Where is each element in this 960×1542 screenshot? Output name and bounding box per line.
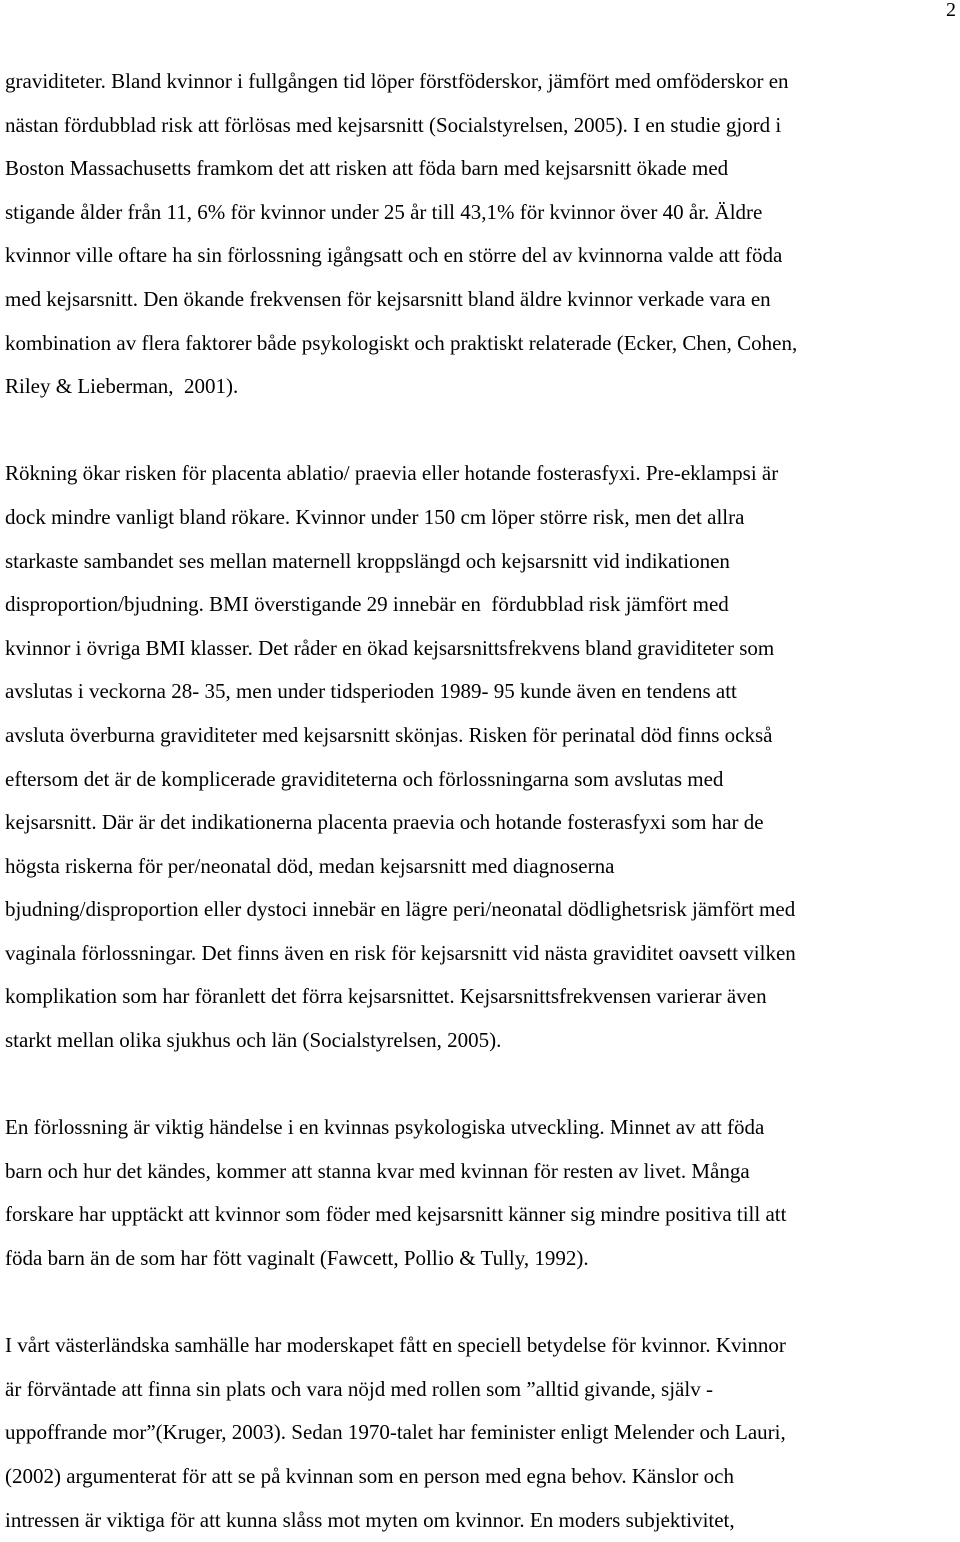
text-line: dock mindre vanligt bland rökare. Kvinnor under 150 cm löper större risk, men det allra (5, 504, 745, 529)
body-text (5, 60, 960, 1542)
text-line: avslutas i veckorna 28- 35, men under tidsperioden 1989- 95 kunde även en tendens att (5, 679, 737, 704)
paragraph-1 (5, 60, 960, 409)
paragraph-4 (5, 1324, 960, 1542)
paragraph-2 (5, 452, 960, 1062)
text-line: vaginala förlossningar. Det finns även en risk för kejsarsnitt vid nästa graviditet oavsett vilken (5, 940, 796, 965)
text-line: eftersom det är de komplicerade graviditeterna och förlossningarna som avslutas med (5, 766, 724, 791)
paragraph-spacer (5, 1281, 960, 1325)
text-line: bjudning/disproportion eller dystoci innebär en lägre peri/neonatal dödlighetsrisk jämfört med (5, 897, 796, 922)
text-line: Riley & Lieberman, 2001). (5, 374, 239, 399)
text-line: föda barn än de som har fött vaginalt (Fawcett, Pollio & Tully, 1992). (5, 1246, 589, 1271)
text-line: stigande ålder från 11, 6% för kvinnor under 25 år till 43,1% för kvinnor över 40 år. Äldre (5, 199, 763, 224)
text-line: I vårt västerländska samhälle har moderskapet fått en speciell betydelse för kvinnor. Kvinnor (5, 1333, 786, 1358)
text-line: uppoffrande mor”(Kruger, 2003). Sedan 1970-talet har feminister enligt Melender och Lauri, (5, 1420, 786, 1445)
paragraph-spacer (5, 409, 960, 453)
text-line: intressen är viktiga för att kunna slåss mot myten om kvinnor. En moders subjektivitet, (5, 1507, 735, 1532)
text-line: är förväntade att finna sin plats och vara nöjd med rollen som ”alltid givande, själv - (5, 1376, 713, 1401)
text-line: graviditeter. Bland kvinnor i fullgången tid löper förstföderskor, jämfört med omföderskor en (5, 69, 789, 93)
text-line: med kejsarsnitt. Den ökande frekvensen för kejsarsnitt bland äldre kvinnor verkade vara en (5, 286, 771, 311)
text-line: (2002) argumenterat för att se på kvinnan som en person med egna behov. Känslor och (5, 1464, 734, 1488)
text-line: kvinnor i övriga BMI klasser. Det råder en ökad kejsarsnittsfrekvens bland graviditeter som (5, 635, 775, 660)
paragraph-3 (5, 1106, 960, 1280)
text-line: komplikation som har föranlett det förra kejsarsnittet. Kejsarsnittsfrekvensen varierar även (5, 984, 767, 1009)
text-line: disproportion/bjudning. BMI överstigande 29 innebär en fördubblad risk jämfört med (5, 592, 729, 617)
text-line: Boston Massachusetts framkom det att risken att föda barn med kejsarsnitt ökade med (5, 156, 729, 181)
text-line: högsta riskerna för per/neonatal död, medan kejsarsnitt med diagnoserna (5, 853, 615, 878)
text-line: En förlossning är viktig händelse i en kvinnas psykologiska utveckling. Minnet av att föda (5, 1115, 765, 1140)
text-line: forskare har upptäckt att kvinnor som föder med kejsarsnitt känner sig mindre positiva till att (5, 1202, 787, 1227)
text-line: nästan fördubblad risk att förlösas med kejsarsnitt (Socialstyrelsen, 2005). I en studie gjord i (5, 112, 782, 137)
text-line: barn och hur det kändes, kommer att stanna kvar med kvinnan för resten av livet. Många (5, 1158, 750, 1183)
text-line: kombination av flera faktorer både psykologiskt och praktiskt relaterade (Ecker, Chen, Cohen, (5, 330, 798, 355)
text-line: Rökning ökar risken för placenta ablatio/ praevia eller hotande fosterasfyxi. Pre-eklampsi är (5, 461, 779, 486)
text-line: kejsarsnitt. Där är det indikationerna placenta praevia och hotande fosterasfyxi som har de (5, 810, 764, 835)
text-line: kvinnor ville oftare ha sin förlossning igångsatt och en större del av kvinnorna valde att föda (5, 243, 783, 268)
text-line: avsluta överburna graviditeter med kejsarsnitt skönjas. Risken för perinatal död finns också (5, 722, 773, 747)
page-number: 2 (946, 0, 956, 21)
text-line: starkaste sambandet ses mellan maternell kroppslängd och kejsarsnitt vid indikationen (5, 548, 730, 573)
paragraph-spacer (5, 1063, 960, 1107)
text-line: starkt mellan olika sjukhus och län (Socialstyrelsen, 2005). (5, 1028, 502, 1053)
